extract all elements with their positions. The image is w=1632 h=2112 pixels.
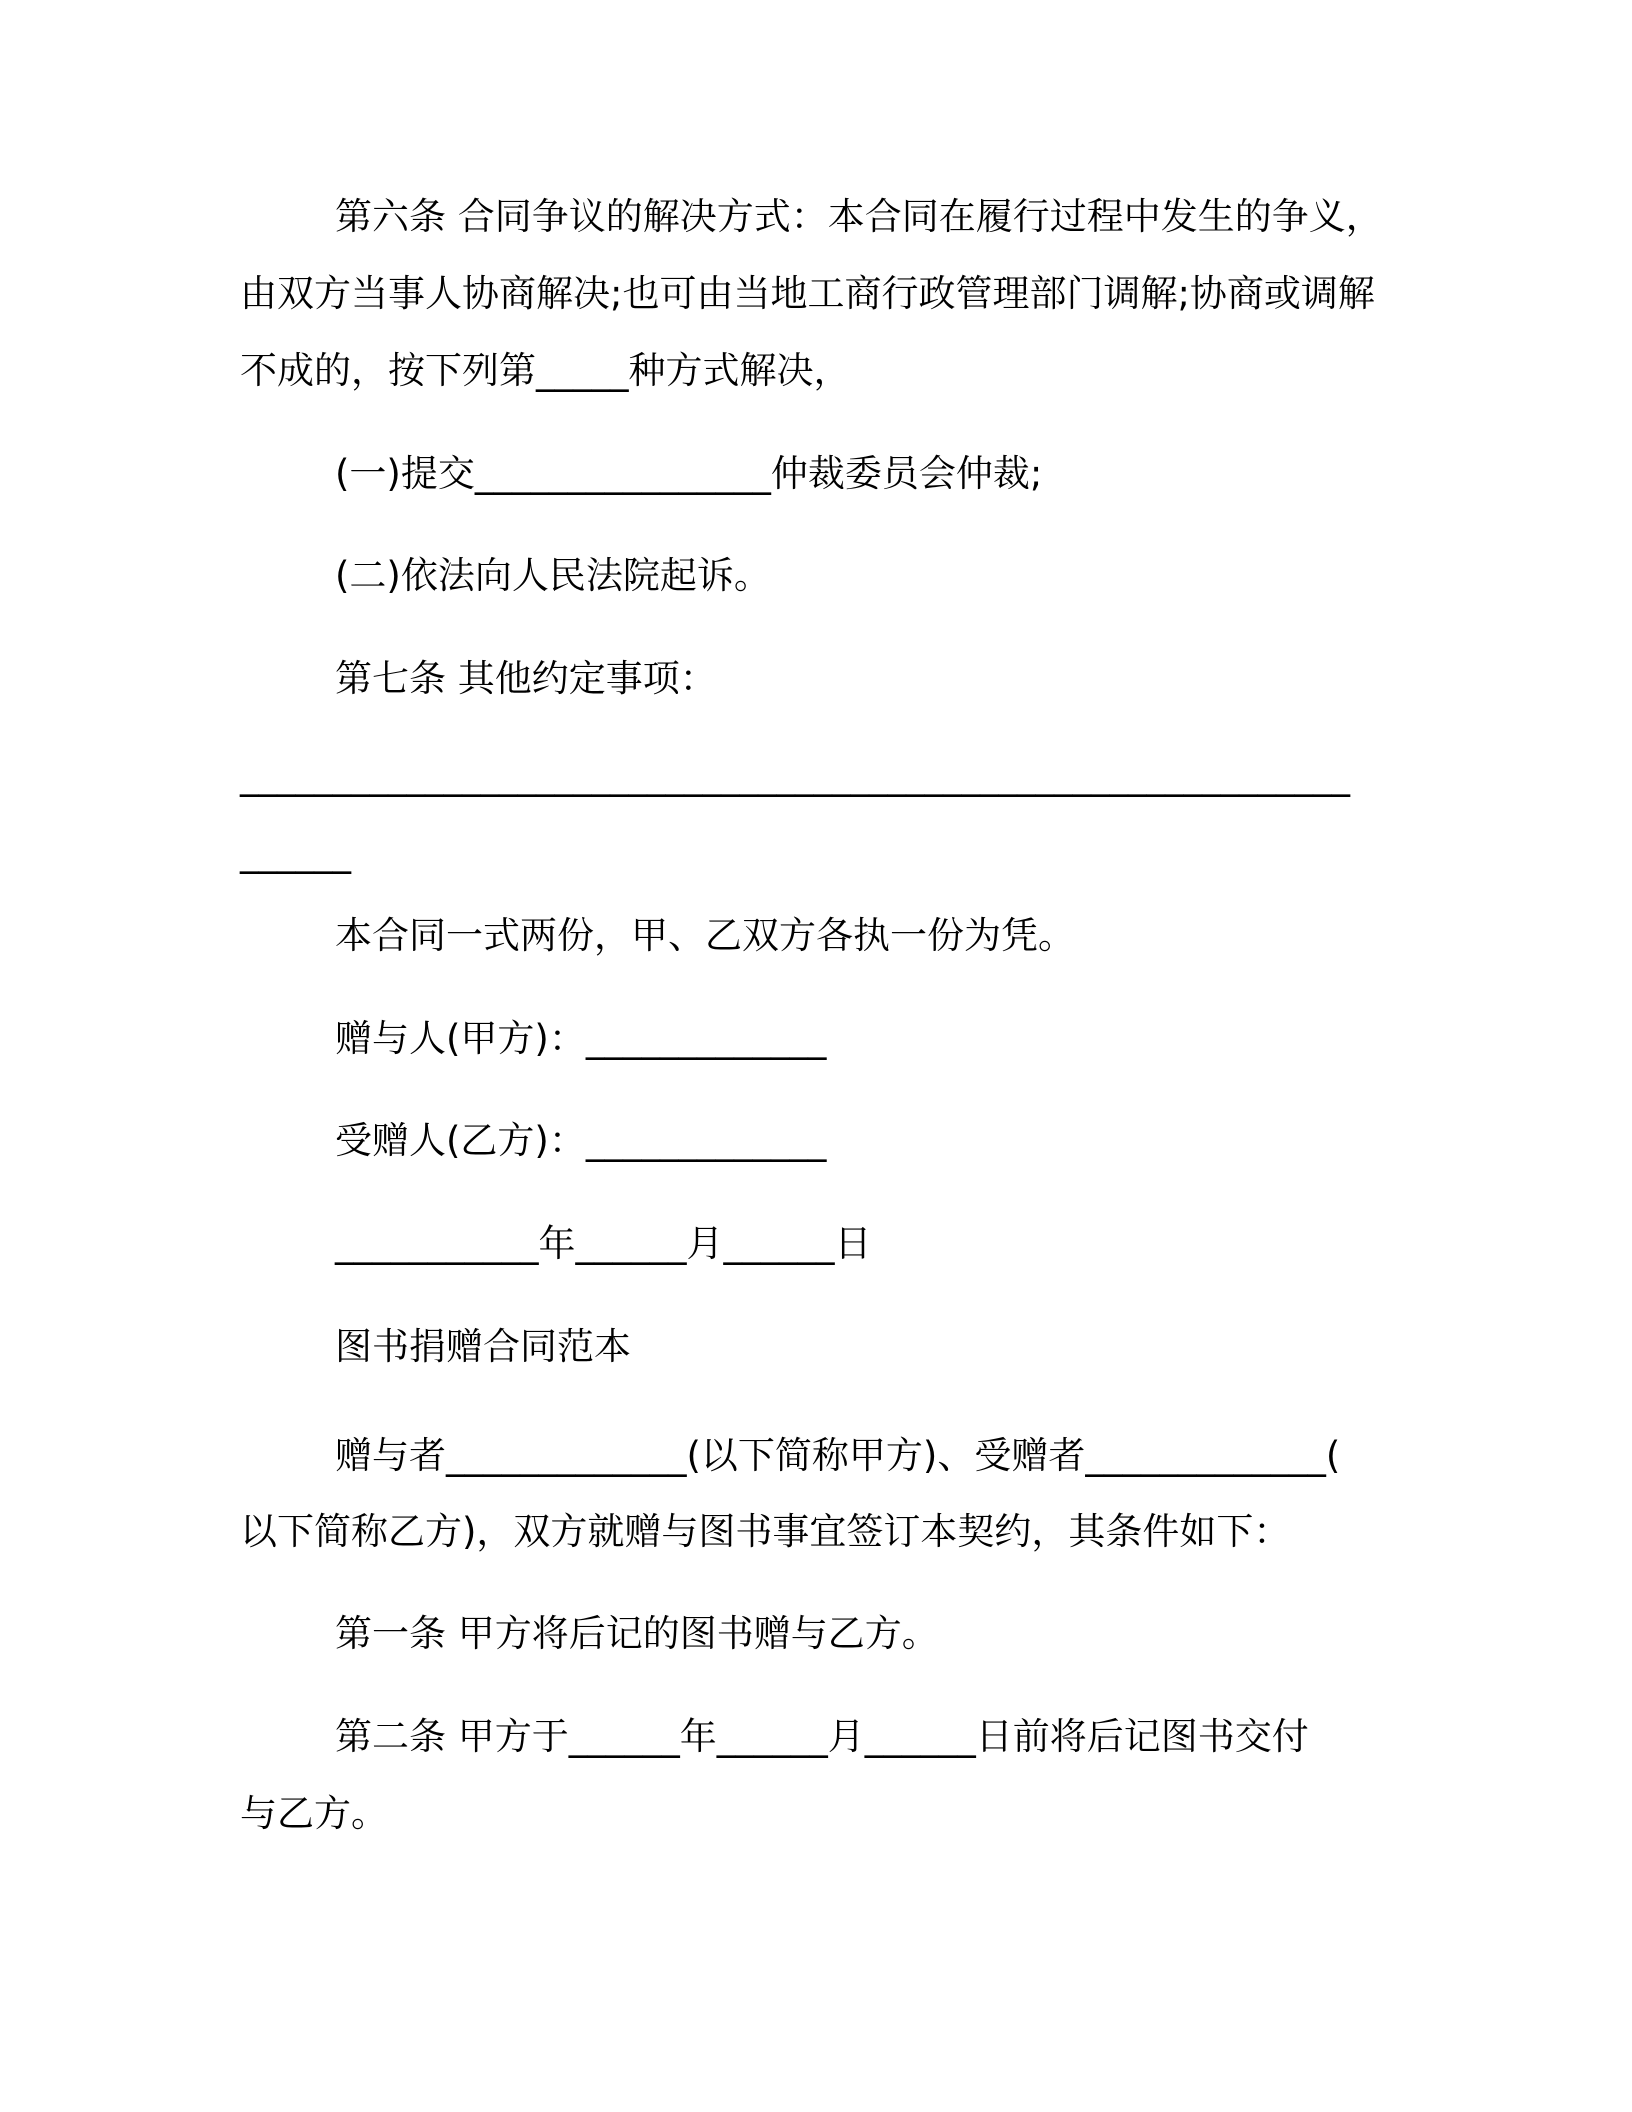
section-title: 图书捐赠合同范本 — [335, 1325, 631, 1368]
donor-signature-line: 赠与人(甲方)：_____________ — [335, 1017, 827, 1060]
article-1-line: 第一条 甲方将后记的图书赠与乙方。 — [335, 1612, 939, 1655]
article-2-line-2: 与乙方。 — [240, 1792, 388, 1835]
option-1-line: (一)提交________________仲裁委员会仲裁; — [335, 452, 1043, 495]
article-7-heading: 第七条 其他约定事项： — [335, 657, 717, 700]
parties-line-2: 以下简称乙方)，双方就赠与图书事宜签订本契约，其条件如下： — [240, 1510, 1291, 1553]
article-6-line-3: 不成的，按下列第_____种方式解决， — [240, 349, 851, 392]
article-6-line-1: 第六条 合同争议的解决方式：本合同在履行过程中发生的争义， — [335, 195, 1383, 238]
parties-line-1: 赠与者_____________(以下简称甲方)、受赠者_____________( — [335, 1434, 1341, 1477]
article-2-line-1: 第二条 甲方于______年______月______日前将后记图书交付 — [335, 1715, 1309, 1758]
date-line: ___________年______月______日 — [335, 1222, 872, 1265]
other-matters-blank-2: ______ — [240, 831, 351, 874]
other-matters-blank-1: ____________________________________________________________ — [240, 754, 1350, 797]
option-2-line: (二)依法向人民法院起诉。 — [335, 554, 771, 597]
article-6-line-2: 由双方当事人协商解决;也可由当地工商行政管理部门调解;协商或调解 — [240, 272, 1375, 315]
recipient-signature-line: 受赠人(乙方)：_____________ — [335, 1119, 827, 1162]
copies-statement: 本合同一式两份，甲、乙双方各执一份为凭。 — [335, 914, 1075, 957]
